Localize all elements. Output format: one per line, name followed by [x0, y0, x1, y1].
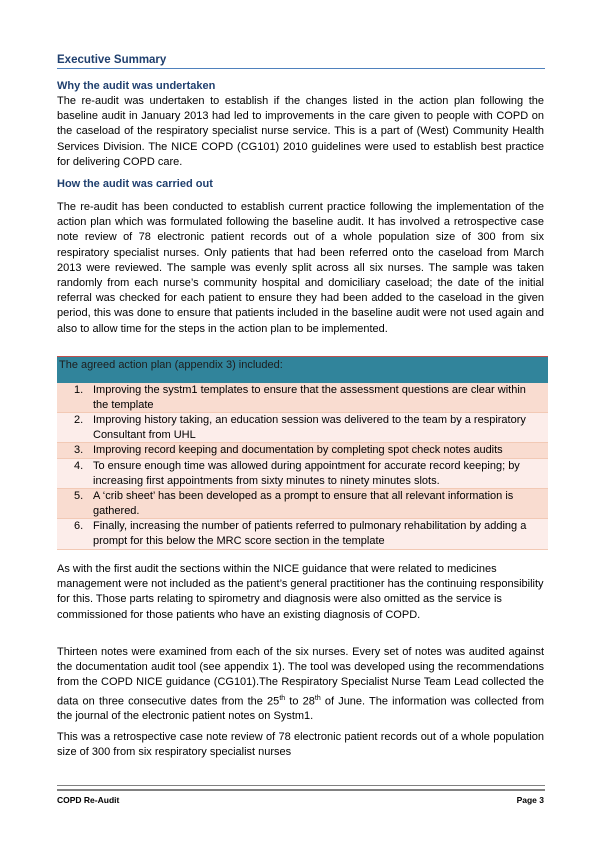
- thirteen-notes-paragraph: Thirteen notes were examined from each of the six nurses. Every set of notes was audited against the documentation audit tool (see appendix 1). The tool was developed using the recommendations from the COPD NICE guidance (CG101).The Respiratory Specialist Nurse Team Lead collected the data on three consecutive dates from the 25th to 28th of June. The information was collected from the journal of the electronic patient notes on Systm1.: [57, 646, 545, 723]
- action-item: 6. Finally, increasing the number of patients referred to pulmonary rehabilitation by adding a prompt for this below the MRC score section in the template: [57, 519, 548, 549]
- action-item: 1. Improving the systm1 templates to ensure that the assessment questions are clear within the template: [57, 383, 548, 413]
- action-item: 5. A ‘crib sheet’ has been developed as a prompt to ensure that all relevant information is gathered.: [57, 489, 548, 519]
- action-item: 2. Improving history taking, an education session was delivered to the team by a respiratory Consultant from UHL: [57, 413, 548, 443]
- how-heading: How the audit was carried out: [57, 178, 213, 190]
- retrospective-paragraph: This was a retrospective case note review of 78 electronic patient records out of a whole population size of 300 from six respiratory specialist nurses: [57, 731, 544, 759]
- footer-rule: [57, 785, 545, 786]
- how-paragraph: The re-audit has been conducted to establish current practice following the implementation of the action plan which was formulated following the baseline audit. It has involved a retrospective case note review of 78 electronic patient records out of a whole population size of 300 from six respiratory specialist nurses. Only patients that had been referred onto the caseload from March 2013 were reviewed. The sample was evenly split across all six nurses. The sample was taken randomly from each nurse’s community hospital and domiciliary caseload; the date of the initial referral was checked for each patient to ensure they had been added to the caseload in the given period, this was done to ensure that patients included in the baseline audit were not used again and also to allow time for the steps in the action plan to be implemented.: [57, 201, 544, 335]
- footer-rule-thick: [57, 789, 545, 791]
- action-plan-header: The agreed action plan (appendix 3) included:: [57, 356, 548, 376]
- why-paragraph: The re-audit was undertaken to establish if the changes listed in the action plan following the baseline audit in January 2013 had led to improvements in the care given to people with COPD on the caseload of the respiratory specialist nurse service. This is a part of (West) Community Health Services Division. The NICE COPD (CG101) 2010 guidelines were used to establish best practice for delivering COPD care.: [57, 95, 544, 168]
- action-plan-box: [57, 356, 548, 549]
- action-plan-list: [57, 383, 548, 550]
- action-plan-band: [57, 376, 548, 383]
- footer-title: COPD Re-Audit: [57, 795, 120, 805]
- action-item: 4. To ensure enough time was allowed during appointment for accurate record keeping; by increasing first appointments from sixty minutes to ninety minutes slots.: [57, 459, 548, 489]
- action-item: 3. Improving record keeping and documentation by completing spot check notes audits: [57, 443, 548, 459]
- nice-paragraph: As with the first audit the sections within the NICE guidance that were related to medicines management were not included as the patient’s general practitioner has the continuing responsibility for this. Those parts relating to spirometry and diagnosis were also omitted as the service is commissioned for those patients who have an existing diagnosis of COPD.: [57, 563, 544, 621]
- page-number: Page 3: [516, 795, 544, 805]
- section-title: Executive Summary: [57, 54, 545, 69]
- why-heading: Why the audit was undertaken: [57, 80, 216, 92]
